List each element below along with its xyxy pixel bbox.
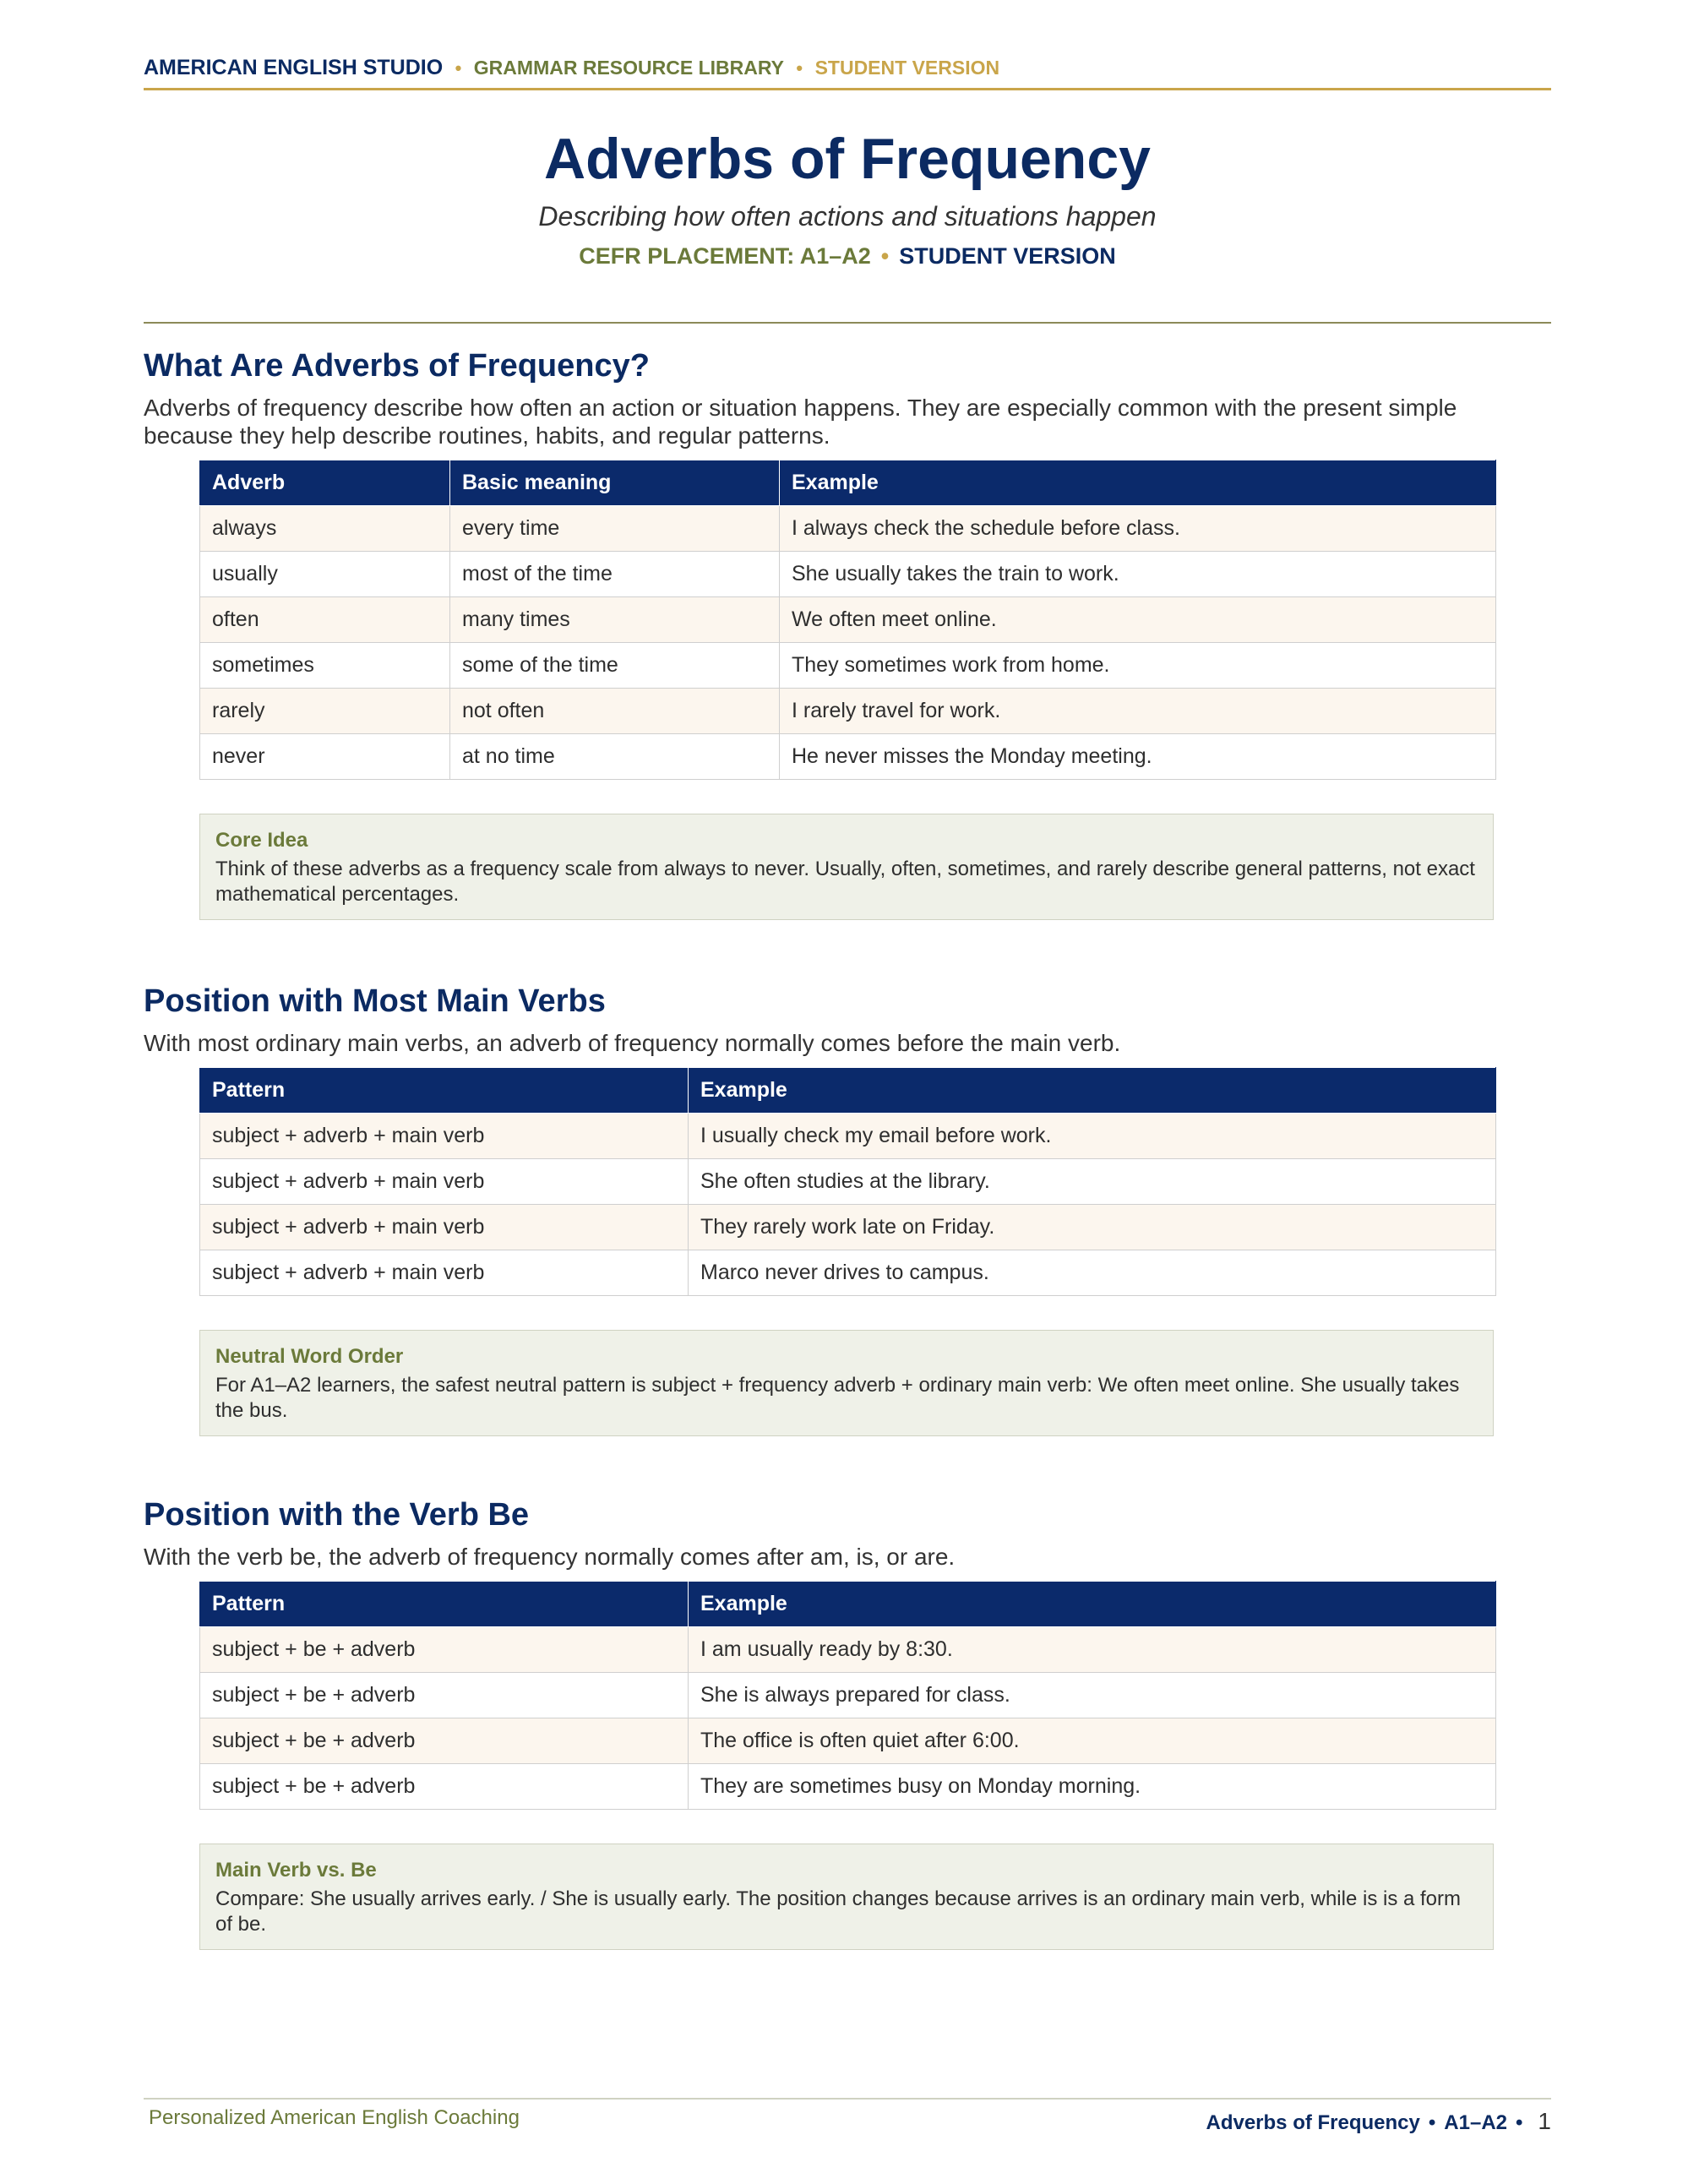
masthead [144, 56, 1551, 90]
main-verb-pattern-table [199, 1067, 1496, 1296]
table-cell: He never misses the Monday meeting. [780, 734, 1496, 780]
table-cell: always [200, 506, 450, 552]
table-cell: often [200, 597, 450, 643]
masthead-separator: • [455, 57, 462, 79]
table-row [200, 1205, 1496, 1250]
table-cell: Marco never drives to campus. [689, 1250, 1496, 1296]
table-cell: She often studies at the library. [689, 1159, 1496, 1205]
title-block [144, 125, 1551, 270]
core-idea-note [199, 814, 1494, 920]
page-footer [144, 2098, 1551, 2134]
table-cell: some of the time [450, 643, 780, 689]
section-heading: Position with Most Main Verbs [144, 983, 606, 1019]
section-intro: With most ordinary main verbs, an adverb of frequency normally comes before the main verb. [144, 1030, 1121, 1056]
table-row [200, 506, 1496, 552]
table-row [200, 1718, 1496, 1764]
column-header: Example [780, 460, 1496, 506]
page-title: Adverbs of Frequency [544, 127, 1151, 191]
footer-separator: • [1516, 2111, 1523, 2134]
version-label: STUDENT VERSION [899, 243, 1116, 269]
table-row [200, 597, 1496, 643]
table-cell: The office is often quiet after 6:00. [689, 1718, 1496, 1764]
note-body: Think of these adverbs as a frequency scale from always to never. Usually, often, sometimes, and rarely describe general patterns, not exact mathematical percentages. [215, 858, 1475, 906]
table-cell: She is always prepared for class. [689, 1673, 1496, 1718]
page-subtitle: Describing how often actions and situations happen [538, 201, 1157, 231]
column-header: Basic meaning [450, 460, 780, 506]
placement-line [144, 242, 1551, 270]
masthead-brand: AMERICAN ENGLISH STUDIO [144, 56, 444, 79]
table-cell: not often [450, 689, 780, 734]
table-header-row [200, 1068, 1496, 1114]
column-header: Example [689, 1582, 1496, 1627]
table-cell: They rarely work late on Friday. [689, 1205, 1496, 1250]
note-body: Compare: She usually arrives early. / She is usually early. The position changes because arrives is an ordinary main verb, while is is a form of be. [215, 1887, 1461, 1936]
table-cell: every time [450, 506, 780, 552]
table-cell: never [200, 734, 450, 780]
section-verb-be [144, 1495, 1551, 1950]
main-verb-vs-be-note [199, 1844, 1494, 1950]
table-cell: many times [450, 597, 780, 643]
table-cell: subject + be + adverb [200, 1627, 689, 1673]
table-row [200, 1627, 1496, 1673]
table-cell: I rarely travel for work. [780, 689, 1496, 734]
table-header-row [200, 1582, 1496, 1627]
column-header: Adverb [200, 460, 450, 506]
note-title: Main Verb vs. Be [215, 1859, 377, 1882]
footer-coaching-label: Personalized American English Coaching [149, 2106, 520, 2129]
table-row [200, 643, 1496, 689]
section-what-are [144, 346, 1551, 920]
table-cell: subject + adverb + main verb [200, 1114, 689, 1159]
column-header: Pattern [200, 1582, 689, 1627]
note-title: Neutral Word Order [215, 1345, 404, 1368]
table-cell: She usually takes the train to work. [780, 552, 1496, 597]
table-cell: subject + adverb + main verb [200, 1159, 689, 1205]
title-divider [144, 322, 1551, 324]
footer-separator: • [1428, 2111, 1436, 2134]
column-header: Pattern [200, 1068, 689, 1114]
table-row [200, 1250, 1496, 1296]
table-cell: I usually check my email before work. [689, 1114, 1496, 1159]
table-row [200, 734, 1496, 780]
table-cell: rarely [200, 689, 450, 734]
table-cell: sometimes [200, 643, 450, 689]
table-cell: We often meet online. [780, 597, 1496, 643]
note-title: Core Idea [215, 829, 308, 852]
page-number: 1 [1538, 2108, 1551, 2134]
footer-running-title [1206, 2108, 1551, 2135]
table-cell: subject + adverb + main verb [200, 1250, 689, 1296]
table-cell: at no time [450, 734, 780, 780]
section-heading: Position with the Verb Be [144, 1497, 530, 1533]
masthead-library: GRAMMAR RESOURCE LIBRARY [473, 57, 784, 79]
section-intro: Adverbs of frequency describe how often an action or situation happens. They are especially common with the present simple because they help describe routines, habits, and regular patterns. [144, 395, 1457, 449]
adverb-table [199, 460, 1496, 780]
section-heading: What Are Adverbs of Frequency? [144, 348, 650, 384]
table-cell: I am usually ready by 8:30. [689, 1627, 1496, 1673]
note-body: For A1–A2 learners, the safest neutral pattern is subject + frequency adverb + ordinary main verb: We often meet online. She usually takes the bus. [215, 1374, 1460, 1422]
masthead-version: STUDENT VERSION [814, 57, 1000, 79]
table-cell: subject + be + adverb [200, 1673, 689, 1718]
footer-title: Adverbs of Frequency [1206, 2111, 1420, 2134]
table-row [200, 1114, 1496, 1159]
table-cell: most of the time [450, 552, 780, 597]
column-header: Example [689, 1068, 1496, 1114]
table-cell: usually [200, 552, 450, 597]
word-order-note [199, 1330, 1494, 1436]
table-row [200, 1159, 1496, 1205]
meta-separator: • [880, 243, 890, 269]
table-row [200, 1764, 1496, 1810]
footer-level: A1–A2 [1444, 2111, 1508, 2134]
table-row [200, 689, 1496, 734]
verb-be-pattern-table [199, 1581, 1496, 1810]
table-cell: They sometimes work from home. [780, 643, 1496, 689]
table-cell: subject + be + adverb [200, 1764, 689, 1810]
cefr-placement: CEFR PLACEMENT: A1–A2 [579, 243, 871, 269]
table-cell: I always check the schedule before class. [780, 506, 1496, 552]
table-header-row [200, 460, 1496, 506]
masthead-separator: • [796, 57, 803, 79]
section-intro: With the verb be, the adverb of frequency normally comes after am, is, or are. [144, 1544, 956, 1570]
table-row [200, 1673, 1496, 1718]
table-row [200, 552, 1496, 597]
section-main-verbs [144, 982, 1551, 1436]
table-cell: subject + adverb + main verb [200, 1205, 689, 1250]
table-cell: They are sometimes busy on Monday morning. [689, 1764, 1496, 1810]
table-cell: subject + be + adverb [200, 1718, 689, 1764]
